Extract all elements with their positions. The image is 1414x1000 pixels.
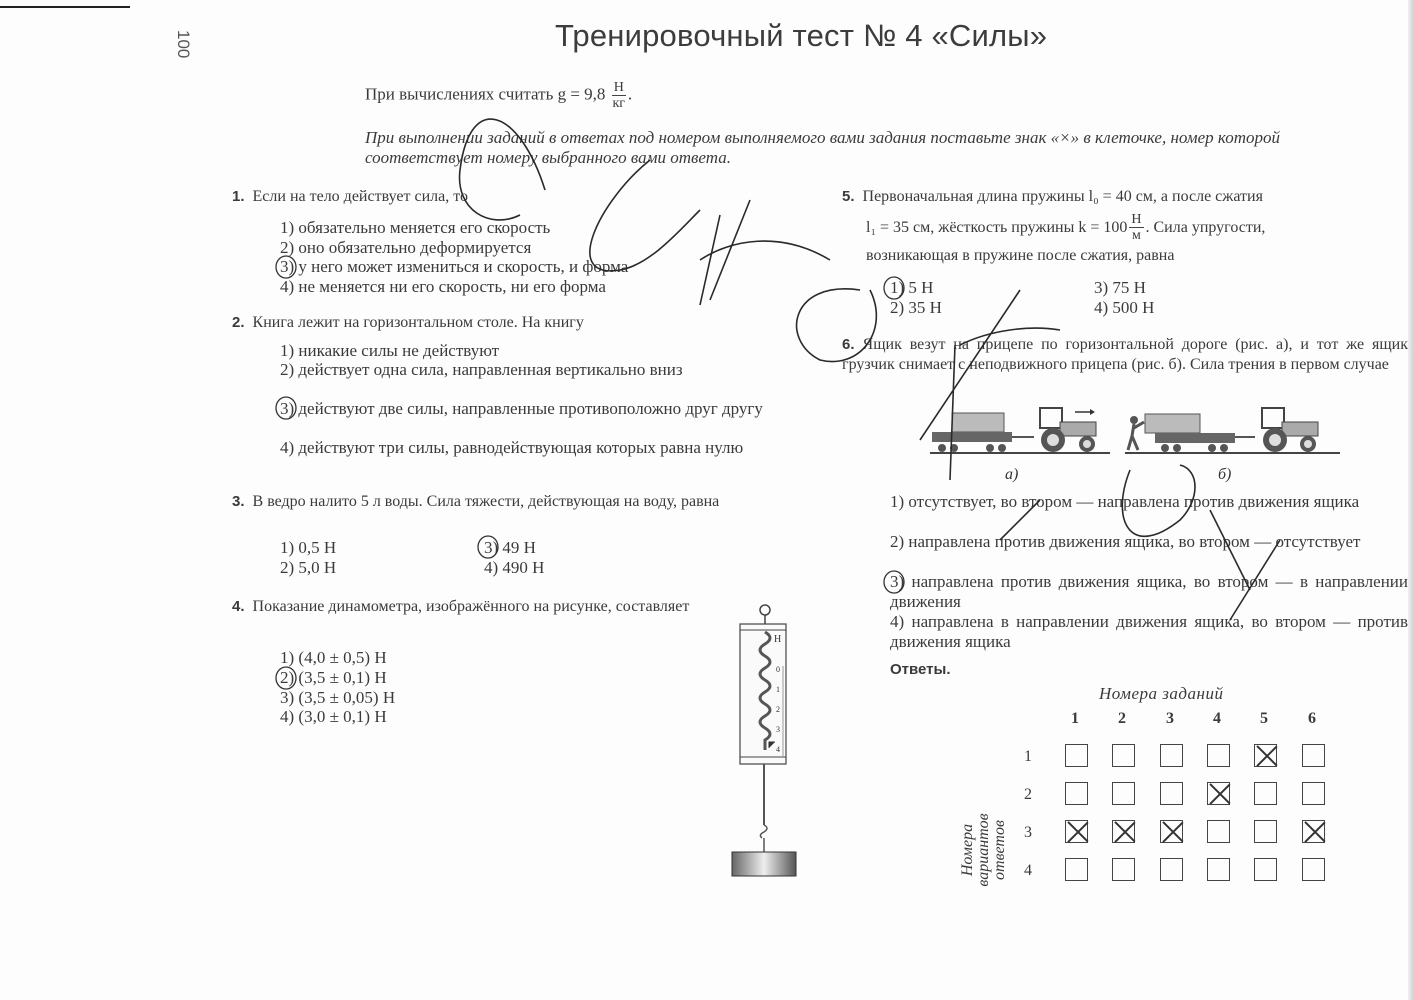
answer-cell[interactable] xyxy=(1302,782,1325,805)
question-3 xyxy=(232,492,798,512)
q1-option-4: 4) не меняется ни его скорость, ни его форма xyxy=(280,277,606,296)
fraction-num: Н xyxy=(613,80,624,95)
q5-option-3: 3) 75 Н xyxy=(1094,278,1146,297)
scribble-stroke xyxy=(700,200,830,305)
page-number: 100 xyxy=(174,30,193,59)
answer-cell[interactable] xyxy=(1207,744,1230,767)
col-number-1: 1 xyxy=(1071,710,1079,727)
answer-cell-checked[interactable] xyxy=(1112,820,1135,843)
question-number: 5. xyxy=(842,188,855,205)
answer-cell-checked[interactable] xyxy=(1065,820,1088,843)
q4-option-3: 3) (3,5 ± 0,05) Н xyxy=(280,688,396,707)
page-title: Тренировочный тест № 4 «Силы» xyxy=(555,18,1048,53)
question-number: 3. xyxy=(232,493,245,510)
answer-cell[interactable] xyxy=(1254,820,1277,843)
answer-cell[interactable] xyxy=(1065,858,1088,881)
question-5-line-2 xyxy=(866,212,1408,243)
fraction-den: м xyxy=(1132,228,1141,243)
g-note xyxy=(365,80,632,111)
question-text: Книга лежит на горизонтальном столе. На книгу xyxy=(252,314,584,331)
answer-cell[interactable] xyxy=(1207,820,1230,843)
q6-option-3: 3) направлена против движения ящика, во втором — в направлении движения xyxy=(890,572,1408,611)
row-number-1: 1 xyxy=(1024,748,1032,765)
question-6 xyxy=(842,335,1408,374)
col-number-2: 2 xyxy=(1118,710,1126,727)
q4-option-4: 4) (3,0 ± 0,1) Н xyxy=(280,707,387,726)
q4-option-1: 1) (4,0 ± 0,5) Н xyxy=(280,648,387,667)
figure-label-b: б) xyxy=(1218,466,1232,483)
question-number: 4. xyxy=(232,598,245,615)
answer-cell[interactable] xyxy=(1160,858,1183,881)
svg-text:0: 0 xyxy=(776,665,780,674)
question-5-line-3: возникающая в пружине после сжатия, равна xyxy=(866,247,1175,264)
k-unit-fraction xyxy=(1129,212,1143,243)
question-text: Показание динамометра, изображённого на рисунке, составляет xyxy=(252,598,690,615)
answer-cell-checked[interactable] xyxy=(1254,744,1277,767)
answer-cell[interactable] xyxy=(1160,782,1183,805)
g-unit-fraction xyxy=(612,80,626,111)
row-number-3: 3 xyxy=(1024,824,1032,841)
q3-option-3: 3) 49 Н xyxy=(484,538,536,557)
q3-option-1: 1) 0,5 Н xyxy=(280,538,337,557)
scribble-stroke xyxy=(590,160,700,271)
col-number-6: 6 xyxy=(1308,710,1316,727)
figure-a xyxy=(930,408,1110,483)
q6-option-1: 1) отсутствует, во втором — направлена против движения ящика xyxy=(890,492,1360,511)
col-number-4: 4 xyxy=(1213,710,1221,727)
answer-cell[interactable] xyxy=(1302,858,1325,881)
fraction-num: Н xyxy=(1131,212,1142,227)
answer-cell[interactable] xyxy=(1065,744,1088,767)
svg-text:1: 1 xyxy=(776,685,780,694)
q1-option-2: 2) оно обязательно деформируется xyxy=(280,238,532,257)
svg-text:2: 2 xyxy=(776,705,780,714)
q4-option-2: 2) (3,5 ± 0,1) Н xyxy=(280,668,387,687)
col-number-3: 3 xyxy=(1166,710,1174,727)
page-edge-shadow xyxy=(1408,0,1414,1000)
row-number-4: 4 xyxy=(1024,862,1032,879)
q5-option-1: 1) 5 Н xyxy=(890,278,934,297)
answer-cell[interactable] xyxy=(1254,858,1277,881)
tractor-trailer-figures xyxy=(920,400,1340,485)
q5-option-2: 2) 35 Н xyxy=(890,298,942,317)
question-number: 1. xyxy=(232,188,245,205)
instructions: При выполнении заданий в ответах под номером выполняемого вами задания поставьте знак «×» в клеточке, номер которой соответствует номеру выбранного вами ответа. xyxy=(365,128,1280,167)
answers-row-header: Номера вариантов ответов xyxy=(959,813,1008,887)
figure-label-a: а) xyxy=(1005,466,1019,483)
fraction-den: кг xyxy=(612,96,626,111)
answer-cell[interactable] xyxy=(1160,744,1183,767)
question-text: Первоначальная длина пружины l₀ = 40 см, а после сжатия xyxy=(862,188,1263,205)
q6-option-4: 4) направлена в направлении движения ящика, во втором — против движения ящика xyxy=(890,612,1408,651)
q1-option-1: 1) обязательно меняется его скорость xyxy=(280,218,551,237)
answer-cell[interactable] xyxy=(1302,744,1325,767)
question-4 xyxy=(232,597,694,617)
answer-cell[interactable] xyxy=(1112,858,1135,881)
q2-option-3: 3) действуют две силы, направленные противоположно друг другу xyxy=(280,399,763,418)
question-text: Если на тело действует сила, то xyxy=(252,188,468,205)
q2-option-1: 1) никакие силы не действуют xyxy=(280,341,500,360)
answers-col-header: Номера заданий xyxy=(1099,684,1224,703)
answer-cell-checked[interactable] xyxy=(1302,820,1325,843)
question-2 xyxy=(232,313,584,333)
col-number-5: 5 xyxy=(1260,710,1268,727)
top-rule xyxy=(0,6,130,8)
q2-option-4: 4) действуют три силы, равнодействующая которых равна нулю xyxy=(280,438,744,457)
question-number: 6. xyxy=(842,336,855,353)
svg-text:3: 3 xyxy=(776,725,780,734)
answer-cell-checked[interactable] xyxy=(1160,820,1183,843)
q3-option-2: 2) 5,0 Н xyxy=(280,558,337,577)
g-note-suffix: . xyxy=(627,84,633,104)
question-5 xyxy=(842,187,1408,207)
q5-option-4: 4) 500 Н xyxy=(1094,298,1155,317)
answer-cell[interactable] xyxy=(1112,782,1135,805)
figure-b xyxy=(1125,408,1340,483)
answer-cell[interactable] xyxy=(1065,782,1088,805)
answer-cell[interactable] xyxy=(1207,858,1230,881)
answer-cell[interactable] xyxy=(1254,782,1277,805)
question-text: l₁ = 35 см, жёсткость пружины k = 100 xyxy=(866,218,1128,236)
question-number: 2. xyxy=(232,314,245,331)
question-text: . Сила упругости, xyxy=(1145,218,1266,236)
q3-option-4: 4) 490 Н xyxy=(484,558,545,577)
answer-cell[interactable] xyxy=(1112,744,1135,767)
svg-text:4: 4 xyxy=(776,745,780,754)
scale-unit: Н xyxy=(774,634,782,645)
q2-option-2: 2) действует одна сила, направленная вертикально вниз xyxy=(280,360,683,379)
question-1 xyxy=(232,187,468,207)
row-number-2: 2 xyxy=(1024,786,1032,803)
q6-option-2: 2) направлена против движения ящика, во втором — отсутствует xyxy=(890,532,1361,551)
q1-option-3: 3) у него может измениться и скорость, и форма xyxy=(280,257,629,276)
answer-cell-checked[interactable] xyxy=(1207,782,1230,805)
question-text: Ящик везут на прицепе по горизонтальной дороге (рис. а), и тот же ящик грузчик снимает с неподвижного прицепа (рис. б). Сила трения в первом случае xyxy=(842,336,1408,373)
answers-label: Ответы. xyxy=(890,661,951,678)
dynamometer-figure xyxy=(725,600,805,880)
question-text: В ведро налито 5 л воды. Сила тяжести, действующая на воду, равна xyxy=(252,493,720,510)
g-note-text: При вычислениях считать g = 9,8 xyxy=(365,84,606,104)
